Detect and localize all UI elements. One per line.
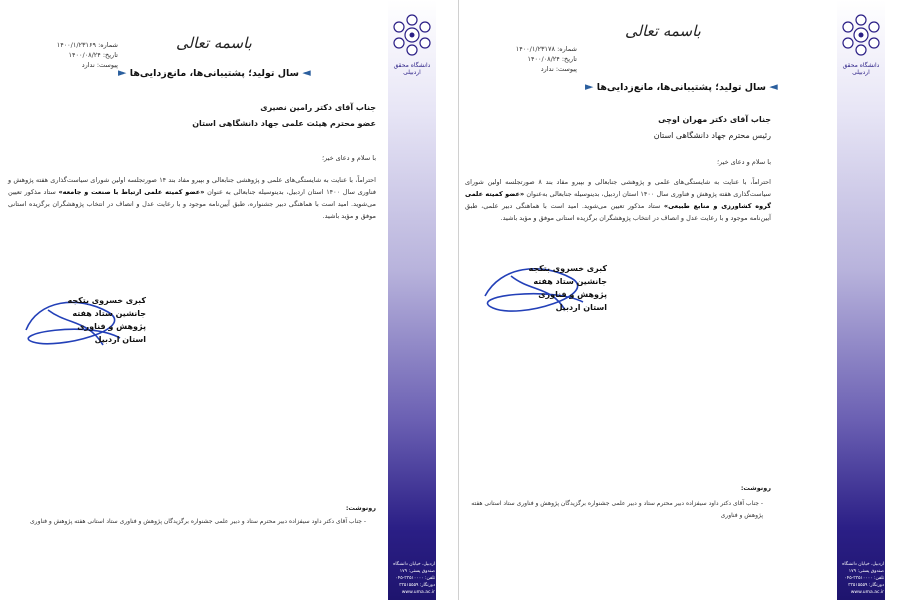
letter-right xyxy=(458,0,900,600)
footer-line: www.uma.ac.ir xyxy=(401,590,435,595)
year-motto xyxy=(585,80,778,93)
letter-meta xyxy=(8,40,118,70)
greeting: با سلام و دعای خیر؛ xyxy=(716,158,771,166)
cc-title: رونوشت: xyxy=(345,504,376,512)
letter-content xyxy=(6,0,384,600)
logo-caption: دانشگاه محقق اردبیلی xyxy=(842,62,880,76)
basmala-heading: باسمه تعالی xyxy=(625,22,701,40)
arrow-icon: ► xyxy=(585,80,594,93)
letter-number: شماره: ۱۴۰۰/۱/۲۳۱۷۸ xyxy=(515,45,577,53)
logo-caption: دانشگاه محقق اردبیلی xyxy=(393,62,431,76)
footer-line: دورنگار: ۳۳۵۱۵۵۵۹ xyxy=(399,583,435,588)
signature-block xyxy=(497,262,607,314)
motto-text: سال تولید؛ پشتیبانی‌ها، مانع‌زدایی‌ها xyxy=(596,82,766,93)
body-bold: «عضو کمیته علمی ارتباط با صنعت و جامعه» xyxy=(58,188,205,196)
recipient-title: عضو محترم هیئت علمی جهاد دانشگاهی استان xyxy=(192,119,376,128)
signature-line: جانشین ستاد هفته xyxy=(533,277,607,286)
footer-line: صندوق پستی: ۱۷۹ xyxy=(848,569,884,574)
year-motto xyxy=(118,66,311,79)
footer-line: اردبیل، خیابان دانشگاه xyxy=(393,562,435,567)
letter-body xyxy=(465,176,771,224)
greeting: با سلام و دعای خیر؛ xyxy=(321,154,376,162)
recipient-name: جناب آقای دکتر رامین نصیری xyxy=(260,103,376,112)
signature-line: استان اردبیل xyxy=(555,303,607,312)
signature-line: کبری خسروی بتکجه xyxy=(67,296,146,305)
signature-line: جانشین ستاد هفته xyxy=(72,309,146,318)
address-footer xyxy=(838,561,886,596)
body-bold: «عضو کمیته علمی گروه کشاورزی و منابع طبیعی» xyxy=(465,190,772,210)
signature-block xyxy=(36,294,146,346)
arrow-icon: ◄ xyxy=(302,66,311,79)
signature-line: استان اردبیل xyxy=(94,335,146,344)
side-band xyxy=(837,0,885,600)
signature-line: پژوهش و فناوری xyxy=(538,290,607,299)
cc-item: - جناب آقای دکتر داود سیفزاده دبیر محترم ستاد و دبیر علمی جشنواره برگزیدگان پژوهش و فناوری ستاد استانی هفته پژوهش و فناوری xyxy=(29,518,366,525)
university-logo-icon xyxy=(391,14,433,56)
footer-line: اردبیل، خیابان دانشگاه xyxy=(842,562,884,567)
footer-line: www.uma.ac.ir xyxy=(850,590,884,595)
letter-meta xyxy=(467,44,577,74)
body-text-2: ستاد مذکور تعیین می‌شوید. امید است با هماهنگی دبیر جشنواره، طبق آیین‌نامه موجود و با رعایت عدل و انصاف در انتخاب پژوهشگران برگزیده استانی موفق و مؤید باشید. xyxy=(8,188,376,220)
arrow-icon: ◄ xyxy=(769,80,778,93)
letter-date: تاریخ: ۱۴۰۰/۰۸/۲۴ xyxy=(68,51,118,59)
signature-line: پژوهش و فناوری xyxy=(77,322,146,331)
letter-body xyxy=(8,174,376,222)
basmala-heading: باسمه تعالی xyxy=(176,34,252,52)
recipient-block xyxy=(76,100,376,132)
body-text-1: احتراماً، با عنایت به شایستگی‌های علمی و پژوهشی جنابعالی و بپیرو مفاد بند ۱۴ صورتجلسه اولین شورای سیاست‌گذاری هفته پژوهش و فناوری سال ۱۴۰۰ استان اردبیل، بدینوسیله جنابعالی به عنوان xyxy=(8,176,376,196)
university-logo-icon xyxy=(840,14,882,56)
body-text-2: ستاد مذکور تعیین می‌شوید. امید است با هماهنگی دبیر علمی، طبق آیین‌نامه موجود و با رعایت عدل و انصاف در انتخاب پژوهشگران برگزیده استانی موفق و مؤید باشید. xyxy=(465,202,771,222)
address-footer xyxy=(389,561,437,596)
cc-item: - جناب آقای دکتر داود سیفزاده دبیر محترم ستاد و دبیر علمی جشنواره برگزیدگان پژوهش و فناوری ستاد استانی هفته پژوهش و فناوری xyxy=(471,500,763,519)
body-text-1: احتراماً، با عنایت به شایستگی‌های علمی و پژوهشی جنابعالی و بپیرو مفاد بند ۸ صورتجلسه اولین شورای سیاست‌گذاری هفته پژوهش و فناوری سال ۱۴۰۰ استان اردبیل، بدینوسیله جنابعالی به‌عنوان xyxy=(465,178,771,198)
letter-number: شماره: ۱۴۰۰/۱/۲۳۱۶۹ xyxy=(56,41,118,49)
footer-line: صندوق پستی: ۱۷۹ xyxy=(399,569,435,574)
letter-attachment: پیوست: ندارد xyxy=(540,65,577,73)
side-band xyxy=(388,0,436,600)
recipient-title: رئیس محترم جهاد دانشگاهی استان xyxy=(653,131,771,140)
cc-title: رونوشت: xyxy=(740,484,771,492)
footer-line: تلفن: ۳۳۵۱۰۰۰۰-۰۴۵ xyxy=(844,576,884,581)
letter-date: تاریخ: ۱۴۰۰/۰۸/۲۴ xyxy=(527,55,577,63)
arrow-icon: ► xyxy=(118,66,127,79)
footer-line: دورنگار: ۳۳۵۱۵۵۵۹ xyxy=(848,583,884,588)
footer-line: تلفن: ۳۳۵۱۰۰۰۰-۰۴۵ xyxy=(395,576,435,581)
letter-attachment: پیوست: ندارد xyxy=(81,61,118,69)
letter-content xyxy=(465,0,831,600)
recipient-block xyxy=(491,112,771,144)
motto-text: سال تولید؛ پشتیبانی‌ها، مانع‌زدایی‌ها xyxy=(129,68,299,79)
recipient-name: جناب آقای دکتر مهران اوچی xyxy=(658,115,771,124)
signature-line: کبری خسروی بتکجه xyxy=(528,264,607,273)
